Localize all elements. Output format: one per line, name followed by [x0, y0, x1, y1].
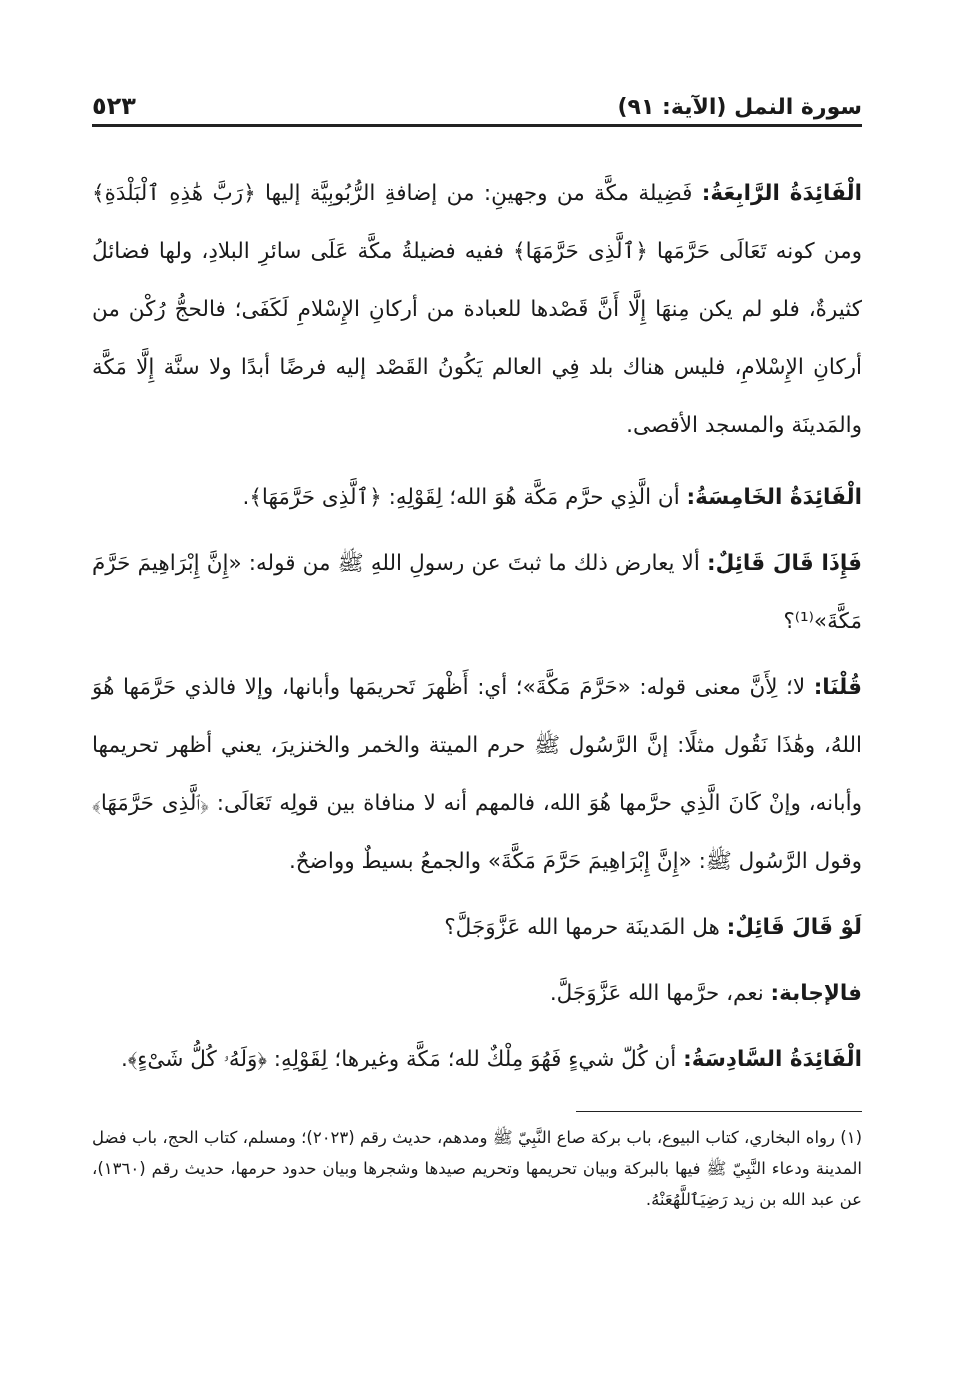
sura-title: سورة النمل (الآية: ٩١)	[617, 95, 862, 120]
paragraph-lead: الْفَائِدَةُ السَّادِسَةُ:	[683, 1047, 862, 1072]
paragraph-lead: الْفَائِدَةُ الرَّابِعَةُ:	[701, 181, 862, 206]
paragraph-fourth-benefit	[92, 165, 862, 455]
paragraph-text: أن الَّذِي حرَّم مَكَّة هُوَ الله؛ لِقَوْلِهِ: ﴿ٱلَّذِى حَرَّمَهَا﴾.	[242, 485, 687, 510]
book-page	[92, 86, 862, 1326]
page-body	[92, 165, 862, 1089]
footnote-separator	[576, 1111, 862, 1112]
paragraph-text: فَضِيلة مكَّة من وجهينِ: من إضافةِ الرُّبُوبِيَّة إليها ﴿رَبَّ هَٰذِهِ ٱلْبَلْدَةِ﴾ ومن كونه تَعَالَى حَرَّمَها ﴿ٱلَّذِى حَرَّمَهَا﴾ ففيه فضيلةُ مكَّة عَلَى سائرِ البلادِ، ولها فضائلُ كثيرةٌ، فلو لم يكن مِنهَا إِلَّا أَنَّ قَصْدها للعبادة من أركانِ الإِسْلامِ لَكَفَى؛ فالحجُّ رُكْن من أركانِ الإِسْلامِ، فليس هناك بلد فِي العالم يَكُونُ القَصْد إليه فرضًا أبدًا ولا سنَّة إِلَّا مَكَّة والمَدينَة والمسجد الأقصى.	[92, 181, 862, 438]
paragraph-text: ألا يعارض ذلك ما ثبتَ عن رسولِ اللهِ ﷺ من قوله: «إِنَّ إِبْرَاهِيمَ حَرَّمَ مَكَّةَ»⁽¹⁾؟	[92, 551, 862, 634]
paragraph-lead: الْفَائِدَةُ الخَامِسَةُ:	[686, 485, 862, 510]
footnote-1: (١) رواه البخاري، كتاب البيوع، باب بركة صاع النَّبِيّ ﷺ ومدهم، حديث رقم (٢٠٢٣)؛ ومسلم، كتاب الحج، باب فضل المدينة ودعاء النَّبِيّ ﷺ فيها بالبركة وبيان تحريمها وتحريم صيدها وشجرها وبيان حدود حرمها، حديث رقم (١٣٦٠)، عن عبد الله بن زيد رَضِيَٱللَّهُعَنْهُ.	[92, 1128, 862, 1209]
paragraph-text: أن كُلّ شيءٍ فَهُوَ مِلْكٌ لله؛ مَكَّة وغيرها؛ لِقَوْلِهِ: ﴿وَلَهُۥ كُلُّ شَىْءٍ﴾.	[120, 1047, 684, 1072]
paragraph-text: هل المَدينَة حرمها الله عَزَّوَجَلَّ؟	[444, 915, 727, 940]
footnotes	[92, 1122, 862, 1215]
paragraph-answer	[92, 659, 862, 891]
paragraph-objection	[92, 535, 862, 651]
paragraph-lead: فَإِذَا قَالَ قَائِلٌ:	[707, 551, 863, 576]
paragraph-question-madinah	[92, 899, 862, 957]
paragraph-text: لا؛ لِأَنَّ معنى قوله: «حَرَّمَ مَكَّةَ»؛ أي: أَظْهرَ تَحريمَها وأبانها، وإلا فالذي حَرَّمَها هُوَ اللهُ، وهَٰذَا نَقُول مثلًا: إنَّ الرَّسُول ﷺ حرم الميتة والخمر والخنزيرَ، يعني أظهر تحريمها وأبانه، وإنْ كَانَ الَّذِي حرَّمها هُوَ الله، فالمهم أنه لا منافاة بين قولِه تَعَالَى: ﴿ٱلَّذِى حَرَّمَهَا﴾ وقول الرَّسُول ﷺ: «إِنَّ إِبْرَاهِيمَ حَرَّمَ مَكَّةَ» والجمعُ بسيطٌ وواضحٌ.	[92, 675, 862, 874]
paragraph-sixth-benefit	[92, 1031, 862, 1089]
paragraph-lead: فالإجابة:	[770, 981, 862, 1006]
paragraph-text: نعم، حرَّمها الله عَزَّوَجَلَّ.	[549, 981, 771, 1006]
paragraph-answer-madinah	[92, 965, 862, 1023]
paragraph-lead: لَوْ قَالَ قَائِلٌ:	[726, 915, 862, 940]
paragraph-fifth-benefit	[92, 469, 862, 527]
paragraph-lead: قُلْنَا:	[813, 675, 862, 700]
page-header	[92, 86, 862, 127]
page-number: ٥٢٣	[92, 92, 136, 120]
